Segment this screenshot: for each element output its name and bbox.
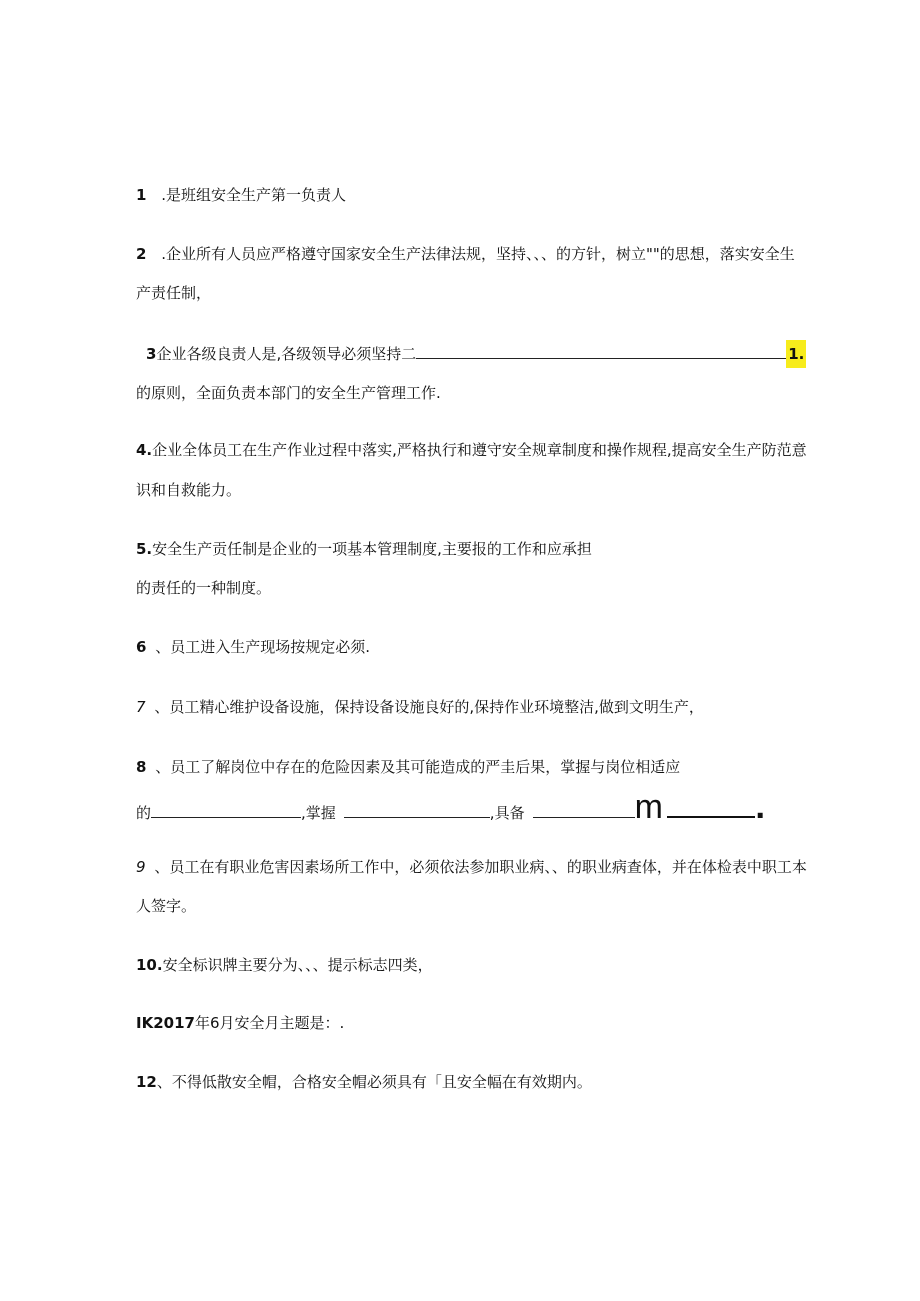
question-text: ,掌握 [301,804,336,822]
question-text: 识和自救能力。 [136,481,242,499]
highlighted-mark: 1. [786,340,806,368]
question-11 [136,1013,344,1033]
answer-blank-4[interactable] [667,796,755,818]
question-4 [136,440,807,460]
question-number: 6 [136,638,147,656]
question-5 [136,539,592,559]
question-10 [136,955,433,975]
answer-blank-3[interactable] [533,803,635,818]
answer-blank[interactable] [416,344,786,359]
question-number: 4. [136,441,153,459]
question-6 [136,637,370,657]
question-8-continued [136,788,766,826]
question-number: 12 [136,1073,157,1091]
question-text: 的责任的一种制度。 [136,579,272,597]
question-text: 的 [136,804,152,822]
question-9-continued [136,896,196,916]
question-text: 企业各级良责人是,各级领导必须坚持二 [156,345,417,363]
large-m-mark: m [634,788,663,826]
question-9 [136,857,807,877]
question-text: 、员工进入生产现场按规定必须. [155,638,370,656]
question-number: 5. [136,540,153,558]
question-text: 年6月安全月主题是：. [194,1014,345,1032]
question-text: 产责任制， [136,284,212,302]
question-text: .是班组安全生产第一负责人 [161,186,346,204]
question-text: 、员工精心维护设备设施，保持设备设施良好的,保持作业环境整洁,做到文明生产， [154,698,704,716]
question-number: 3 [146,345,157,363]
question-text: 安全标识牌主要分为、、、提示标志四类， [162,956,433,974]
question-text: .企业所有人员应严格遵守国家安全生产法律法规，坚持、、、的方针，树立""的思想，落实安全生 [161,245,795,263]
question-text: ,具备 [489,804,525,822]
question-text: 人签字。 [136,897,197,915]
answer-blank-2[interactable] [344,803,490,818]
question-12 [136,1072,592,1092]
question-text: 的原则，全面负责本部门的安全生产管理工作. [136,384,441,402]
question-2 [136,244,795,264]
period-mark: . [754,792,766,825]
question-number: 10. [136,956,163,974]
question-number: IK2017 [136,1014,195,1032]
question-3 [146,340,806,368]
question-2-continued [136,283,211,303]
answer-blank-1[interactable] [151,803,301,818]
question-5-continued [136,578,271,598]
question-number: 9 [136,858,146,876]
question-text: 、员工了解岗位中存在的危险因素及其可能造成的严圭后果，掌握与岗位相适应 [155,758,681,776]
question-4-continued [136,480,241,500]
question-text: 、不得低散安全帽，合格安全帽必须具有「且安全幅在有效期内。 [156,1073,592,1091]
question-number: 8 [136,758,147,776]
question-text: 企业全体员工在生产作业过程中落实,严格执行和遵守安全规章制度和操作规程,提高安全生产防范意 [152,441,807,459]
question-text: 、员工在有职业危害因素场所工作中，必须依法参加职业病、、的职业病查体，并在体检表中职工本 [154,858,807,876]
question-1 [136,185,346,205]
question-number: 7 [136,698,146,716]
question-number: 2 [136,245,147,263]
question-8 [136,757,680,777]
question-3-continued [136,383,441,403]
question-text: 安全生产贡任制是企业的一项基本管理制度,主要报的工作和应承担 [152,540,592,558]
question-7 [136,697,704,717]
question-number: 1 [136,186,147,204]
